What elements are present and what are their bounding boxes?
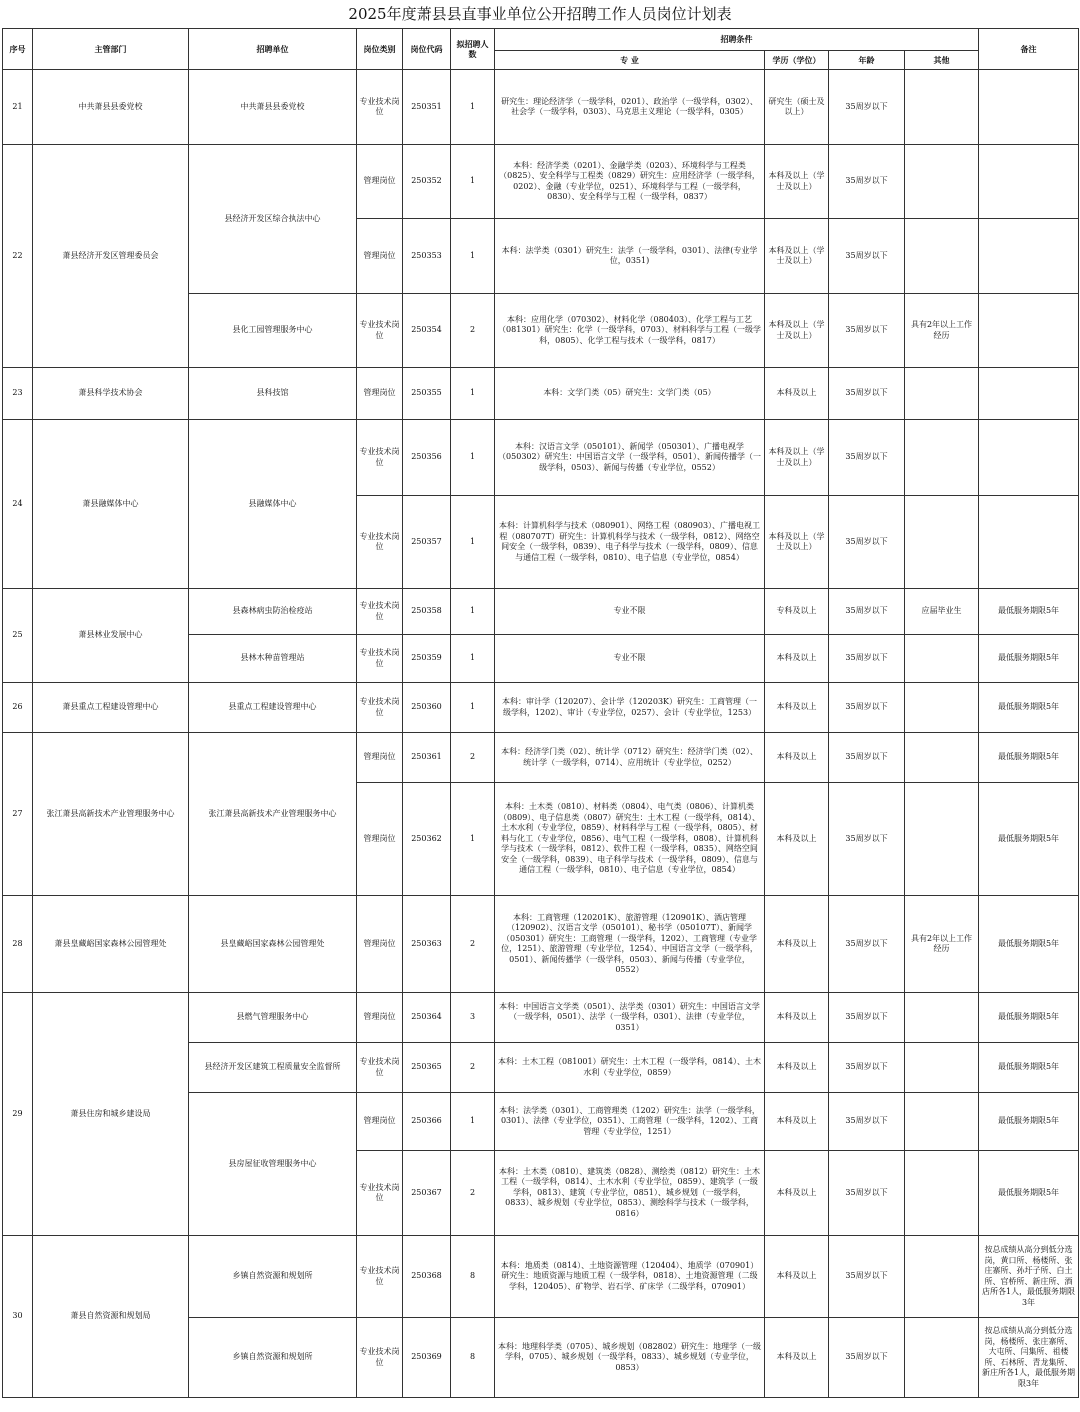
- type-cell: 管理岗位: [357, 733, 403, 783]
- edu-cell: 本科及以上: [765, 783, 829, 896]
- major-cell: 本科：土木类（0810）、建筑类（0828）、测绘类（0812）研究生：土木工程（一级学科，0814）、土木水利（专业学位，0859）、建筑学（一级学科，0813）、建筑（专业学位，0851）、城乡规划（一级学科，0833）、城乡规划（专业学位，0853）、测绘科学与技术（一级学科，0816）: [495, 1151, 765, 1236]
- type-cell: 管理岗位: [357, 783, 403, 896]
- num-cell: 2: [451, 1151, 495, 1236]
- seq-cell: 27: [3, 733, 33, 896]
- age-cell: 35周岁以下: [829, 1151, 905, 1236]
- remark-cell: 最低服务期限5年: [979, 683, 1079, 733]
- recruitment-table: [2, 28, 1079, 1398]
- seq-cell: 24: [3, 420, 33, 589]
- header-remark: 备注: [979, 29, 1079, 70]
- remark-cell: [979, 145, 1079, 219]
- remark-cell: 最低服务期限5年: [979, 783, 1079, 896]
- remark-cell: 按总成绩从高分到低分选岗，黄口所、杨楼所、张庄寨所、孙圩子所、白土所、官桥所、新庄所、酒店所各1人，最低服务期限3年: [979, 1236, 1079, 1318]
- unit-cell: 县化工园管理服务中心: [189, 294, 357, 368]
- other-cell: [905, 145, 979, 219]
- num-cell: 8: [451, 1318, 495, 1398]
- remark-cell: [979, 70, 1079, 145]
- num-cell: 1: [451, 1093, 495, 1151]
- edu-cell: 专科及以上: [765, 589, 829, 635]
- edu-cell: 本科及以上（学士及以上）: [765, 496, 829, 589]
- type-cell: 专业技术岗位: [357, 683, 403, 733]
- major-cell: 本科：汉语言文学（050101）、新闻学（050301）、广播电视学（050302）研究生：中国语言文学（一级学科，0501）、新闻传播学（一级学科，0503）、新闻与传播（专业学位，0552）: [495, 420, 765, 496]
- dept-cell: 萧县皇藏峪国家森林公园管理处: [33, 896, 189, 993]
- age-cell: 35周岁以下: [829, 496, 905, 589]
- edu-cell: 本科及以上: [765, 368, 829, 420]
- age-cell: 35周岁以下: [829, 70, 905, 145]
- other-cell: [905, 496, 979, 589]
- code-cell: 250355: [403, 368, 451, 420]
- edu-cell: 本科及以上（学士及以上）: [765, 219, 829, 294]
- type-cell: 专业技术岗位: [357, 420, 403, 496]
- major-cell: 本科：法学类（0301）、工商管理类（1202）研究生：法学（一级学科，0301）、法律（专业学位，0351）、工商管理（一级学科，1202）、工商管理（专业学位，1251）: [495, 1093, 765, 1151]
- remark-cell: 最低服务期限5年: [979, 1151, 1079, 1236]
- major-cell: 本科：应用化学（070302）、材料化学（080403）、化学工程与工艺（081301）研究生：化学（一级学科，0703）、材料科学与工程（一级学科，0805）、化学工程与技术（一级学科，0817）: [495, 294, 765, 368]
- major-cell: 本科：土木类（0810）、材料类（0804）、电气类（0806）、计算机类（0809）、电子信息类（0807）研究生：土木工程（一级学科，0814）、土木水利（专业学位，0859）、材料科学与工程（一级学科，0805）、材料与化工（专业学位，0856）、电气工程（一级学科，0808）、计算机科学与技术（一级学科，0812）、软件工程（一级学科，0835）、网络空间安全（一级学科，0839）、电子科学与技术（一级学科，0809）、信息与通信工程（一级学科，0810）、电子信息（专业学位，0854）: [495, 783, 765, 896]
- edu-cell: 本科及以上: [765, 1043, 829, 1093]
- age-cell: 35周岁以下: [829, 420, 905, 496]
- other-cell: [905, 1236, 979, 1318]
- code-cell: 250363: [403, 896, 451, 993]
- remark-cell: [979, 294, 1079, 368]
- code-cell: 250366: [403, 1093, 451, 1151]
- unit-cell: 张江萧县高新技术产业管理服务中心: [189, 733, 357, 896]
- code-cell: 250360: [403, 683, 451, 733]
- table-row: [3, 420, 1079, 496]
- dept-cell: 萧县重点工程建设管理中心: [33, 683, 189, 733]
- header-conditions: 招聘条件: [495, 29, 979, 51]
- seq-cell: 25: [3, 589, 33, 683]
- num-cell: 2: [451, 896, 495, 993]
- header-code: 岗位代码: [403, 29, 451, 70]
- num-cell: 2: [451, 733, 495, 783]
- type-cell: 专业技术岗位: [357, 496, 403, 589]
- age-cell: 35周岁以下: [829, 1043, 905, 1093]
- remark-cell: [979, 496, 1079, 589]
- remark-cell: 最低服务期限5年: [979, 1093, 1079, 1151]
- type-cell: 专业技术岗位: [357, 1318, 403, 1398]
- unit-cell: 县重点工程建设管理中心: [189, 683, 357, 733]
- age-cell: 35周岁以下: [829, 783, 905, 896]
- edu-cell: 本科及以上: [765, 683, 829, 733]
- type-cell: 专业技术岗位: [357, 635, 403, 683]
- major-cell: 本科：计算机科学与技术（080901）、网络工程（080903）、广播电视工程（080707T）研究生：计算机科学与技术（一级学科，0812）、网络空间安全（一级学科，0839）、电子科学与技术（一级学科，0809）、信息与通信工程（一级学科，0810）、电子信息（专业学位，0854）: [495, 496, 765, 589]
- table-row: [3, 70, 1079, 145]
- other-cell: [905, 993, 979, 1043]
- seq-cell: 29: [3, 993, 33, 1236]
- dept-cell: 萧县林业发展中心: [33, 589, 189, 683]
- other-cell: 具有2年以上工作经历: [905, 294, 979, 368]
- age-cell: 35周岁以下: [829, 635, 905, 683]
- code-cell: 250359: [403, 635, 451, 683]
- num-cell: 1: [451, 70, 495, 145]
- remark-cell: 最低服务期限5年: [979, 635, 1079, 683]
- other-cell: [905, 219, 979, 294]
- unit-cell: 县皇藏峪国家森林公园管理处: [189, 896, 357, 993]
- seq-cell: 26: [3, 683, 33, 733]
- other-cell: [905, 733, 979, 783]
- age-cell: 35周岁以下: [829, 733, 905, 783]
- header-seq: 序号: [3, 29, 33, 70]
- edu-cell: 本科及以上: [765, 733, 829, 783]
- major-cell: 本科：经济学门类（02）、统计学（0712）研究生：经济学门类（02）、统计学（一级学科，0714）、应用统计（专业学位，0252）: [495, 733, 765, 783]
- other-cell: 应届毕业生: [905, 589, 979, 635]
- type-cell: 专业技术岗位: [357, 70, 403, 145]
- type-cell: 管理岗位: [357, 1093, 403, 1151]
- type-cell: 管理岗位: [357, 993, 403, 1043]
- other-cell: [905, 420, 979, 496]
- table-row: [3, 589, 1079, 635]
- age-cell: 35周岁以下: [829, 1318, 905, 1398]
- unit-cell: 县林木种苗管理站: [189, 635, 357, 683]
- unit-cell: 县森林病虫防治检疫站: [189, 589, 357, 635]
- remark-cell: [979, 368, 1079, 420]
- major-cell: 本科：土木工程（081001）研究生：土木工程（一级学科，0814）、土木水利（专业学位，0859）: [495, 1043, 765, 1093]
- header-other: 其他: [905, 51, 979, 70]
- code-cell: 250362: [403, 783, 451, 896]
- other-cell: [905, 1093, 979, 1151]
- age-cell: 35周岁以下: [829, 1236, 905, 1318]
- num-cell: 1: [451, 145, 495, 219]
- num-cell: 1: [451, 635, 495, 683]
- major-cell: 本科：经济学类（0201）、金融学类（0203）、环境科学与工程类（0825）、安全科学与工程类（0829）研究生：应用经济学（一级学科，0202）、金融（专业学位，0251）、环境科学与工程（一级学科，0830）、安全科学与工程（一级学科，0837）: [495, 145, 765, 219]
- major-cell: 本科：法学类（0301）研究生：法学（一级学科，0301）、法律(专业学位，0351): [495, 219, 765, 294]
- edu-cell: 本科及以上: [765, 1093, 829, 1151]
- header-major: 专 业: [495, 51, 765, 70]
- major-cell: 本科：地理科学类（0705）、城乡规划（082802）研究生：地理学（一级学科，0705）、城乡规划（一级学科，0833）、城乡规划（专业学位，0853）: [495, 1318, 765, 1398]
- dept-cell: 萧县自然资源和规划局: [33, 1236, 189, 1398]
- num-cell: 1: [451, 589, 495, 635]
- num-cell: 1: [451, 683, 495, 733]
- table-row: [3, 896, 1079, 993]
- table-row: [3, 993, 1079, 1043]
- edu-cell: 本科及以上: [765, 1318, 829, 1398]
- age-cell: 35周岁以下: [829, 145, 905, 219]
- header-edu: 学历（学位）: [765, 51, 829, 70]
- table-row: [3, 683, 1079, 733]
- dept-cell: 张江萧县高新技术产业管理服务中心: [33, 733, 189, 896]
- seq-cell: 21: [3, 70, 33, 145]
- num-cell: 8: [451, 1236, 495, 1318]
- code-cell: 250367: [403, 1151, 451, 1236]
- type-cell: 专业技术岗位: [357, 589, 403, 635]
- code-cell: 250352: [403, 145, 451, 219]
- dept-cell: 萧县住房和城乡建设局: [33, 993, 189, 1236]
- age-cell: 35周岁以下: [829, 993, 905, 1043]
- remark-cell: 最低服务期限5年: [979, 896, 1079, 993]
- remark-cell: 最低服务期限5年: [979, 733, 1079, 783]
- code-cell: 250351: [403, 70, 451, 145]
- type-cell: 专业技术岗位: [357, 1236, 403, 1318]
- other-cell: [905, 635, 979, 683]
- other-cell: [905, 783, 979, 896]
- header-unit: 招聘单位: [189, 29, 357, 70]
- type-cell: 专业技术岗位: [357, 1043, 403, 1093]
- unit-cell: 县燃气管理服务中心: [189, 993, 357, 1043]
- code-cell: 250354: [403, 294, 451, 368]
- age-cell: 35周岁以下: [829, 683, 905, 733]
- code-cell: 250361: [403, 733, 451, 783]
- type-cell: 管理岗位: [357, 219, 403, 294]
- header-dept: 主管部门: [33, 29, 189, 70]
- unit-cell: 县房屋征收管理服务中心: [189, 1093, 357, 1236]
- edu-cell: 本科及以上（学士及以上）: [765, 145, 829, 219]
- code-cell: 250364: [403, 993, 451, 1043]
- edu-cell: 本科及以上: [765, 635, 829, 683]
- remark-cell: [979, 420, 1079, 496]
- unit-cell: 乡镇自然资源和规划所: [189, 1318, 357, 1398]
- seq-cell: 28: [3, 896, 33, 993]
- other-cell: 具有2年以上工作经历: [905, 896, 979, 993]
- major-cell: 本科：文学门类（05）研究生：文学门类（05）: [495, 368, 765, 420]
- dept-cell: 萧县经济开发区管理委员会: [33, 145, 189, 368]
- code-cell: 250356: [403, 420, 451, 496]
- edu-cell: 本科及以上: [765, 1151, 829, 1236]
- other-cell: [905, 368, 979, 420]
- major-cell: 本科：审计学（120207）、会计学（120203K）研究生：工商管理（一级学科，1202）、审计（专业学位，0257）、会计（专业学位，1253）: [495, 683, 765, 733]
- major-cell: 专业不限: [495, 635, 765, 683]
- type-cell: 专业技术岗位: [357, 1151, 403, 1236]
- other-cell: [905, 1318, 979, 1398]
- unit-cell: 县经济开发区综合执法中心: [189, 145, 357, 294]
- num-cell: 2: [451, 294, 495, 368]
- code-cell: 250365: [403, 1043, 451, 1093]
- table-row: [3, 1236, 1079, 1318]
- dept-cell: 萧县科学技术协会: [33, 368, 189, 420]
- major-cell: 本科：中国语言文学类（0501）、法学类（0301）研究生：中国语言文学（一级学科，0501）、法学（一级学科，0301）、法律（专业学位，0351）: [495, 993, 765, 1043]
- code-cell: 250369: [403, 1318, 451, 1398]
- edu-cell: 本科及以上（学士及以上）: [765, 420, 829, 496]
- code-cell: 250357: [403, 496, 451, 589]
- type-cell: 管理岗位: [357, 896, 403, 993]
- remark-cell: 最低服务期限5年: [979, 589, 1079, 635]
- edu-cell: 本科及以上: [765, 1236, 829, 1318]
- unit-cell: 中共萧县县委党校: [189, 70, 357, 145]
- num-cell: 1: [451, 368, 495, 420]
- edu-cell: 本科及以上: [765, 993, 829, 1043]
- remark-cell: [979, 219, 1079, 294]
- type-cell: 专业技术岗位: [357, 294, 403, 368]
- major-cell: 专业不限: [495, 589, 765, 635]
- remark-cell: 按总成绩从高分到低分选岗，杨楼所、张庄寨所、大屯所、闫集所、祖楼所、石林所、青龙集所、新庄所各1人，最低服务期限3年: [979, 1318, 1079, 1398]
- remark-cell: 最低服务期限5年: [979, 993, 1079, 1043]
- major-cell: 本科：工商管理（120201K）、旅游管理（120901K）、酒店管理（120902）、汉语言文学（050101）、秘书学（050107T）、新闻学（050301）研究生：工商管理（一级学科，1202）、工商管理（专业学位，1251）、旅游管理（专业学位，1254）、中国语言文学（一级学科，0501）、新闻传播学（一级学科，0503）、新闻与传播（专业学位，0552）: [495, 896, 765, 993]
- dept-cell: 中共萧县县委党校: [33, 70, 189, 145]
- table-row: [3, 145, 1079, 219]
- major-cell: 研究生：理论经济学（一级学科，0201）、政治学（一级学科，0302）、社会学（一级学科，0303）、马克思主义理论（一级学科，0305）: [495, 70, 765, 145]
- num-cell: 1: [451, 219, 495, 294]
- code-cell: 250353: [403, 219, 451, 294]
- code-cell: 250368: [403, 1236, 451, 1318]
- seq-cell: 30: [3, 1236, 33, 1398]
- header-type: 岗位类别: [357, 29, 403, 70]
- code-cell: 250358: [403, 589, 451, 635]
- other-cell: [905, 683, 979, 733]
- age-cell: 35周岁以下: [829, 368, 905, 420]
- table-row: [3, 733, 1079, 783]
- age-cell: 35周岁以下: [829, 896, 905, 993]
- other-cell: [905, 70, 979, 145]
- remark-cell: 最低服务期限5年: [979, 1043, 1079, 1093]
- unit-cell: 县经济开发区建筑工程质量安全监督所: [189, 1043, 357, 1093]
- age-cell: 35周岁以下: [829, 219, 905, 294]
- other-cell: [905, 1151, 979, 1236]
- num-cell: 3: [451, 993, 495, 1043]
- major-cell: 本科：地质类（0814）、土地资源管理（120404）、地质学（070901）研究生：地质资源与地质工程（一级学科，0818）、土地资源管理（二级学科，120405）、矿物学、岩石学、矿床学（二级学科，070901）: [495, 1236, 765, 1318]
- seq-cell: 22: [3, 145, 33, 368]
- age-cell: 35周岁以下: [829, 294, 905, 368]
- num-cell: 1: [451, 496, 495, 589]
- edu-cell: 研究生（硕士及以上）: [765, 70, 829, 145]
- num-cell: 1: [451, 420, 495, 496]
- header-age: 年龄: [829, 51, 905, 70]
- edu-cell: 本科及以上（学士及以上）: [765, 294, 829, 368]
- unit-cell: 乡镇自然资源和规划所: [189, 1236, 357, 1318]
- age-cell: 35周岁以下: [829, 589, 905, 635]
- unit-cell: 县科技馆: [189, 368, 357, 420]
- age-cell: 35周岁以下: [829, 1093, 905, 1151]
- unit-cell: 县融媒体中心: [189, 420, 357, 589]
- edu-cell: 本科及以上: [765, 896, 829, 993]
- dept-cell: 萧县融媒体中心: [33, 420, 189, 589]
- table-row: [3, 368, 1079, 420]
- seq-cell: 23: [3, 368, 33, 420]
- num-cell: 1: [451, 783, 495, 896]
- other-cell: [905, 1043, 979, 1093]
- type-cell: 管理岗位: [357, 145, 403, 219]
- type-cell: 管理岗位: [357, 368, 403, 420]
- page-title: 2025年度萧县县直事业单位公开招聘工作人员岗位计划表: [348, 5, 732, 23]
- header-num: 拟招聘人数: [451, 29, 495, 70]
- num-cell: 2: [451, 1043, 495, 1093]
